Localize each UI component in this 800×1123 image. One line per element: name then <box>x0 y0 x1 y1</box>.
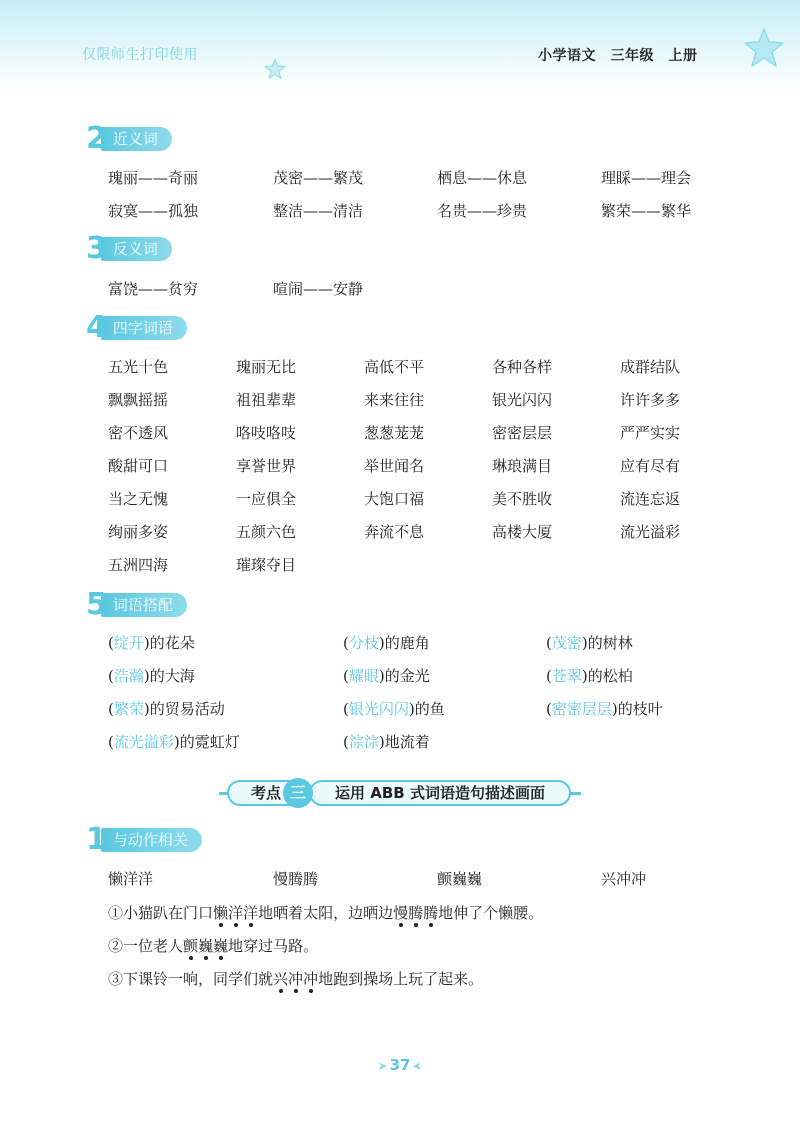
abb-word: 懒洋洋 <box>108 870 154 888</box>
synonym-pair: 寂寞——孤独 <box>108 202 199 220</box>
synonym-row <box>0 200 800 224</box>
watermark-text: 仅限师生打印使用 <box>82 47 198 63</box>
emphasized-word <box>393 904 438 922</box>
collocation: (密密层层)的枝叶 <box>546 700 663 718</box>
section-action-heading <box>86 822 202 857</box>
idiom: 葱葱茏茏 <box>364 424 425 442</box>
dotted-char: 颤 <box>183 937 199 955</box>
section-title: 四字词语 <box>101 316 187 340</box>
idiom-row <box>0 554 800 578</box>
collocation-rest: 的贸易活动 <box>149 700 225 718</box>
idiom: 许许多多 <box>620 391 681 409</box>
idiom: 高低不平 <box>364 358 425 376</box>
idiom: 密密层层 <box>492 424 553 442</box>
collocation-row <box>0 698 800 722</box>
antonym-pair: 富饶——贫穷 <box>108 280 199 298</box>
section-title: 反义词 <box>101 237 172 261</box>
collocation-row <box>0 665 800 689</box>
idiom: 五光十色 <box>108 358 169 376</box>
idiom: 五颜六色 <box>236 523 297 541</box>
collocation-rest: 的松柏 <box>587 667 633 685</box>
idiom-row <box>0 455 800 479</box>
idiom: 璀璨夺目 <box>236 556 297 574</box>
collocation-rest: 的鹿角 <box>384 634 430 652</box>
answer-word: 茂密 <box>551 634 582 652</box>
answer-word: 苍翠 <box>551 667 582 685</box>
idiom-row <box>0 389 800 413</box>
idiom: 各种各样 <box>492 358 553 376</box>
collocation-row <box>0 731 800 755</box>
collocation: (茂密)的树林 <box>546 634 633 652</box>
chevron-right-icon: ➤ <box>377 1059 388 1073</box>
dotted-char: 腾 <box>423 904 439 922</box>
idiom: 当之无愧 <box>108 490 169 508</box>
section-title: 与动作相关 <box>101 828 202 852</box>
sentence-text: 地穿过马路。 <box>228 937 319 955</box>
emphasized-word <box>183 937 228 955</box>
dotted-char: 冲 <box>288 970 304 988</box>
dotted-char: 冲 <box>303 970 319 988</box>
answer-word: 淙淙 <box>348 733 379 751</box>
idiom-row <box>0 356 800 380</box>
idiom-row <box>0 488 800 512</box>
idiom: 大饱口福 <box>364 490 425 508</box>
synonym-pair: 理睬——理会 <box>601 169 692 187</box>
emphasized-word <box>213 904 258 922</box>
book-title: 小学语文 三年级 上册 <box>538 48 698 64</box>
synonym-row <box>0 167 800 191</box>
idiom: 举世闻名 <box>364 457 425 475</box>
example-sentence <box>108 935 318 956</box>
collocation: (淙淙)地流着 <box>343 733 430 751</box>
abb-word: 颤巍巍 <box>437 870 483 888</box>
topic-label: 考点 <box>227 780 305 806</box>
answer-word: 绽开 <box>113 634 144 652</box>
topic-banner <box>219 778 581 808</box>
collocation-row <box>0 632 800 656</box>
page-number <box>0 1056 800 1074</box>
dotted-char: 懒 <box>213 904 229 922</box>
sentence-text: 地晒着太阳，边晒边 <box>258 904 394 922</box>
section-number: 2 <box>86 121 107 156</box>
idiom-row <box>0 521 800 545</box>
idiom: 一应俱全 <box>236 490 297 508</box>
chevron-left-icon: ➤ <box>412 1059 423 1073</box>
dotted-char: 洋 <box>243 904 259 922</box>
collocation-rest: 的大海 <box>149 667 195 685</box>
answer-word: 银光闪闪 <box>348 700 409 718</box>
section-number: 3 <box>86 231 107 266</box>
sentence-text: ③下课铃一响，同学们就 <box>108 970 274 988</box>
section-title: 近义词 <box>101 127 172 151</box>
dotted-char: 兴 <box>273 970 289 988</box>
synonym-pair: 繁荣——繁华 <box>601 202 692 220</box>
section-idioms-heading <box>86 310 187 345</box>
star-small-icon <box>264 58 286 80</box>
idiom: 流连忘返 <box>620 490 681 508</box>
answer-word: 流光溢彩 <box>113 733 174 751</box>
idiom: 瑰丽无比 <box>236 358 297 376</box>
idiom: 严严实实 <box>620 424 681 442</box>
abb-word: 慢腾腾 <box>273 870 319 888</box>
section-title: 词语搭配 <box>101 593 187 617</box>
idiom: 琳琅满目 <box>492 457 553 475</box>
collocation-rest: 的树林 <box>587 634 633 652</box>
antonym-pair: 喧闹——安静 <box>273 280 364 298</box>
answer-word: 耀眼 <box>348 667 379 685</box>
idiom: 密不透风 <box>108 424 169 442</box>
dotted-char: 巍 <box>213 937 229 955</box>
section-number: 4 <box>86 310 107 345</box>
abb-word-row <box>0 868 800 892</box>
synonym-pair: 茂密——繁茂 <box>273 169 364 187</box>
dotted-char: 腾 <box>408 904 424 922</box>
dotted-char: 洋 <box>228 904 244 922</box>
collocation: (繁荣)的贸易活动 <box>108 700 225 718</box>
idiom: 绚丽多姿 <box>108 523 169 541</box>
idiom: 来来往往 <box>364 391 425 409</box>
idiom: 酸甜可口 <box>108 457 169 475</box>
synonym-pair: 名贵——珍贵 <box>437 202 528 220</box>
collocation: (绽开)的花朵 <box>108 634 195 652</box>
sentence-text: 地伸了个懒腰。 <box>438 904 544 922</box>
idiom: 银光闪闪 <box>492 391 553 409</box>
idiom: 美不胜收 <box>492 490 553 508</box>
collocation: (分枝)的鹿角 <box>343 634 430 652</box>
section-collocation-heading <box>86 587 187 622</box>
answer-word: 浩瀚 <box>113 667 144 685</box>
example-sentence <box>108 968 483 989</box>
idiom-row <box>0 422 800 446</box>
dotted-char: 巍 <box>198 937 214 955</box>
topic-number: 三 <box>283 778 313 808</box>
idiom: 飘飘摇摇 <box>108 391 169 409</box>
section-antonyms-heading <box>86 231 172 266</box>
collocation: (浩瀚)的大海 <box>108 667 195 685</box>
collocation-rest: 的枝叶 <box>617 700 663 718</box>
idiom: 奔流不息 <box>364 523 425 541</box>
abb-word: 兴冲冲 <box>601 870 647 888</box>
example-sentence <box>108 902 543 923</box>
idiom: 流光溢彩 <box>620 523 681 541</box>
section-number: 1 <box>86 822 107 857</box>
collocation-rest: 的金光 <box>384 667 430 685</box>
synonym-pair: 瑰丽——奇丽 <box>108 169 199 187</box>
sentence-text: ①小猫趴在门口 <box>108 904 214 922</box>
idiom: 成群结队 <box>620 358 681 376</box>
star-icon <box>742 26 786 70</box>
section-synonyms-heading <box>86 121 172 156</box>
sentence-text: 地跑到操场上玩了起来。 <box>318 970 484 988</box>
topic-title: 运用 ABB 式词语造句描述画面 <box>309 780 571 806</box>
collocation-rest: 的霓虹灯 <box>179 733 240 751</box>
collocation: (银光闪闪)的鱼 <box>343 700 445 718</box>
antonym-row <box>0 278 800 302</box>
collocation: (苍翠)的松柏 <box>546 667 633 685</box>
page-number-text: 37 <box>389 1056 411 1074</box>
idiom: 五洲四海 <box>108 556 169 574</box>
synonym-pair: 整洁——清洁 <box>273 202 364 220</box>
idiom: 祖祖辈辈 <box>236 391 297 409</box>
idiom: 享誉世界 <box>236 457 297 475</box>
sentence-text: ②一位老人 <box>108 937 184 955</box>
synonym-pair: 栖息——休息 <box>437 169 528 187</box>
emphasized-word <box>273 970 318 988</box>
idiom: 咯吱咯吱 <box>236 424 297 442</box>
collocation-rest: 地流着 <box>384 733 430 751</box>
answer-word: 繁荣 <box>113 700 144 718</box>
collocation-rest: 的花朵 <box>149 634 195 652</box>
idiom: 高楼大厦 <box>492 523 553 541</box>
section-number: 5 <box>86 587 107 622</box>
idiom: 应有尽有 <box>620 457 681 475</box>
collocation-rest: 的鱼 <box>414 700 445 718</box>
answer-word: 密密层层 <box>551 700 612 718</box>
collocation: (耀眼)的金光 <box>343 667 430 685</box>
dotted-char: 慢 <box>393 904 409 922</box>
collocation: (流光溢彩)的霓虹灯 <box>108 733 240 751</box>
answer-word: 分枝 <box>348 634 379 652</box>
